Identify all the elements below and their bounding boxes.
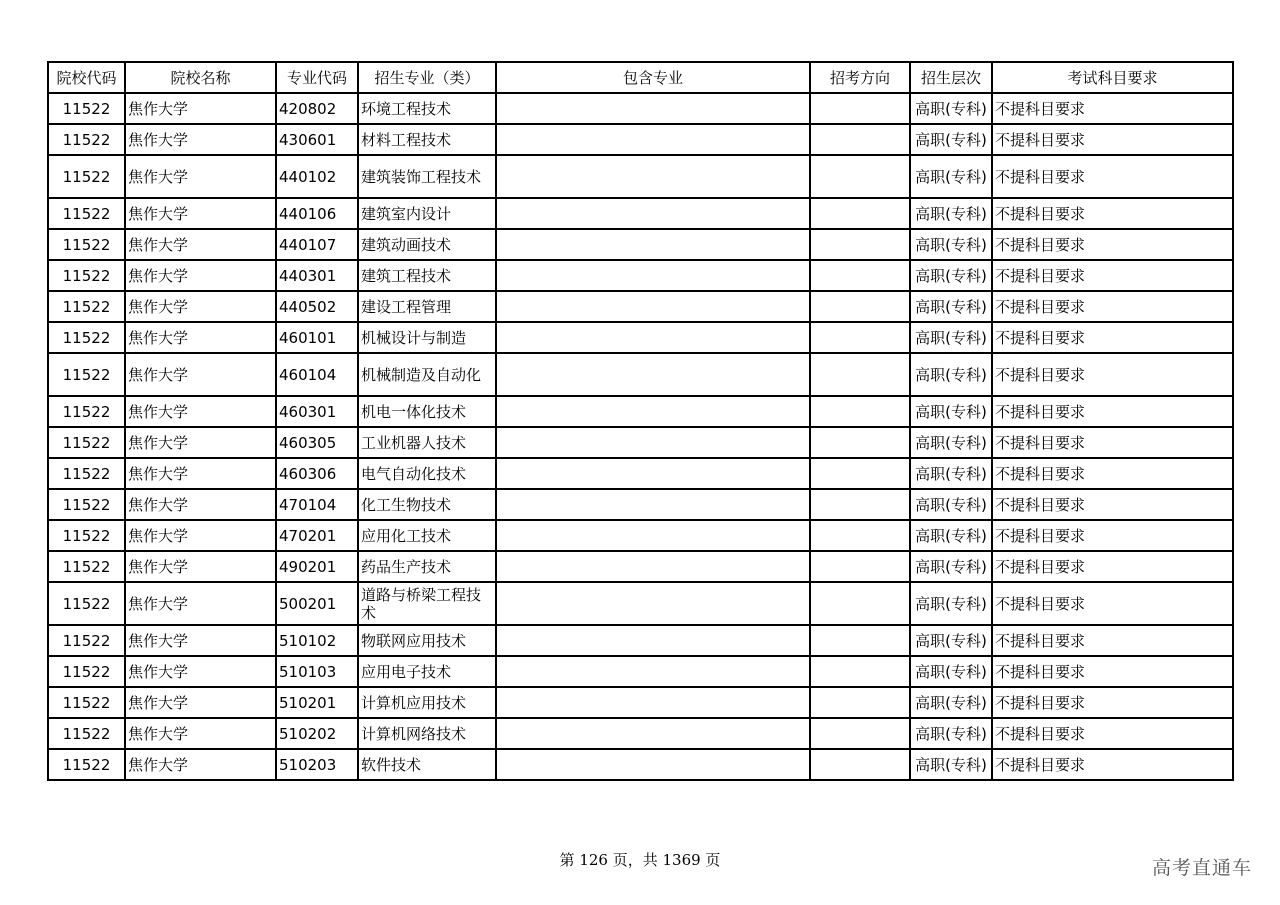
cell-school-name: 焦作大学: [125, 124, 276, 155]
cell-included-majors: [496, 322, 810, 353]
header-school-code: 院校代码: [48, 62, 125, 93]
cell-school-code: 11522: [48, 582, 125, 625]
cell-school-code: 11522: [48, 656, 125, 687]
cell-direction: [810, 260, 910, 291]
cell-subject-requirements: 不提科目要求: [992, 718, 1233, 749]
cell-subject-requirements: 不提科目要求: [992, 489, 1233, 520]
cell-direction: [810, 625, 910, 656]
cell-level: 高职(专科): [910, 124, 992, 155]
cell-school-name: 焦作大学: [125, 625, 276, 656]
cell-direction: [810, 198, 910, 229]
cell-major-code: 510202: [276, 718, 358, 749]
cell-major: 应用电子技术: [358, 656, 496, 687]
cell-direction: [810, 718, 910, 749]
cell-level: 高职(专科): [910, 396, 992, 427]
cell-included-majors: [496, 396, 810, 427]
cell-subject-requirements: 不提科目要求: [992, 520, 1233, 551]
header-row: [48, 62, 1233, 93]
cell-direction: [810, 291, 910, 322]
header-major: 招生专业（类）: [358, 62, 496, 93]
cell-included-majors: [496, 93, 810, 124]
table-row: [48, 229, 1233, 260]
table-row: [48, 551, 1233, 582]
cell-subject-requirements: 不提科目要求: [992, 229, 1233, 260]
cell-subject-requirements: 不提科目要求: [992, 458, 1233, 489]
table-row: [48, 458, 1233, 489]
cell-school-code: 11522: [48, 489, 125, 520]
cell-major: 电气自动化技术: [358, 458, 496, 489]
cell-school-name: 焦作大学: [125, 687, 276, 718]
cell-major-code: 420802: [276, 93, 358, 124]
cell-included-majors: [496, 291, 810, 322]
table-row: [48, 396, 1233, 427]
table-row: [48, 749, 1233, 780]
cell-major: 软件技术: [358, 749, 496, 780]
cell-subject-requirements: 不提科目要求: [992, 582, 1233, 625]
cell-subject-requirements: 不提科目要求: [992, 124, 1233, 155]
cell-school-code: 11522: [48, 625, 125, 656]
cell-school-code: 11522: [48, 353, 125, 396]
cell-included-majors: [496, 427, 810, 458]
cell-included-majors: [496, 124, 810, 155]
cell-major-code: 430601: [276, 124, 358, 155]
cell-major: 工业机器人技术: [358, 427, 496, 458]
cell-major: 计算机网络技术: [358, 718, 496, 749]
cell-direction: [810, 396, 910, 427]
cell-major: 机械设计与制造: [358, 322, 496, 353]
cell-included-majors: [496, 687, 810, 718]
cell-major: 物联网应用技术: [358, 625, 496, 656]
table-row: [48, 322, 1233, 353]
cell-school-code: 11522: [48, 322, 125, 353]
cell-major: 计算机应用技术: [358, 687, 496, 718]
table-row: [48, 427, 1233, 458]
cell-major-code: 460301: [276, 396, 358, 427]
cell-level: 高职(专科): [910, 625, 992, 656]
cell-school-name: 焦作大学: [125, 749, 276, 780]
cell-major-code: 440102: [276, 155, 358, 198]
cell-major-code: 510103: [276, 656, 358, 687]
table-body: [48, 93, 1233, 780]
cell-school-code: 11522: [48, 124, 125, 155]
cell-level: 高职(专科): [910, 198, 992, 229]
table-row: [48, 625, 1233, 656]
cell-school-name: 焦作大学: [125, 396, 276, 427]
cell-level: 高职(专科): [910, 155, 992, 198]
header-direction: 招考方向: [810, 62, 910, 93]
cell-major-code: 460101: [276, 322, 358, 353]
cell-included-majors: [496, 551, 810, 582]
cell-major-code: 510201: [276, 687, 358, 718]
cell-level: 高职(专科): [910, 93, 992, 124]
table-row: [48, 124, 1233, 155]
cell-major-code: 460104: [276, 353, 358, 396]
header-school-name: 院校名称: [125, 62, 276, 93]
cell-major: 建筑工程技术: [358, 260, 496, 291]
cell-major-code: 460305: [276, 427, 358, 458]
cell-major-code: 510102: [276, 625, 358, 656]
cell-direction: [810, 582, 910, 625]
cell-level: 高职(专科): [910, 229, 992, 260]
cell-included-majors: [496, 718, 810, 749]
cell-level: 高职(专科): [910, 656, 992, 687]
cell-included-majors: [496, 198, 810, 229]
cell-school-code: 11522: [48, 551, 125, 582]
cell-school-name: 焦作大学: [125, 489, 276, 520]
cell-subject-requirements: 不提科目要求: [992, 353, 1233, 396]
table-row: [48, 291, 1233, 322]
cell-included-majors: [496, 458, 810, 489]
cell-school-code: 11522: [48, 229, 125, 260]
cell-major-code: 440301: [276, 260, 358, 291]
cell-major: 环境工程技术: [358, 93, 496, 124]
cell-major-code: 510203: [276, 749, 358, 780]
cell-included-majors: [496, 582, 810, 625]
cell-major: 机械制造及自动化: [358, 353, 496, 396]
cell-included-majors: [496, 625, 810, 656]
cell-school-code: 11522: [48, 260, 125, 291]
cell-major-code: 470104: [276, 489, 358, 520]
cell-level: 高职(专科): [910, 718, 992, 749]
cell-included-majors: [496, 155, 810, 198]
cell-level: 高职(专科): [910, 291, 992, 322]
cell-school-code: 11522: [48, 155, 125, 198]
table-row: [48, 687, 1233, 718]
cell-subject-requirements: 不提科目要求: [992, 198, 1233, 229]
cell-subject-requirements: 不提科目要求: [992, 396, 1233, 427]
cell-school-name: 焦作大学: [125, 427, 276, 458]
table-row: [48, 155, 1233, 198]
cell-school-code: 11522: [48, 93, 125, 124]
cell-school-name: 焦作大学: [125, 291, 276, 322]
cell-school-code: 11522: [48, 198, 125, 229]
cell-subject-requirements: 不提科目要求: [992, 291, 1233, 322]
admissions-table: [47, 61, 1234, 781]
cell-school-code: 11522: [48, 396, 125, 427]
cell-direction: [810, 353, 910, 396]
cell-major: 机电一体化技术: [358, 396, 496, 427]
watermark: 高考直通车: [1151, 857, 1252, 879]
cell-major: 建设工程管理: [358, 291, 496, 322]
cell-school-name: 焦作大学: [125, 656, 276, 687]
cell-school-code: 11522: [48, 749, 125, 780]
cell-school-name: 焦作大学: [125, 353, 276, 396]
cell-level: 高职(专科): [910, 749, 992, 780]
cell-included-majors: [496, 229, 810, 260]
table-row: [48, 718, 1233, 749]
cell-school-code: 11522: [48, 520, 125, 551]
cell-major: 药品生产技术: [358, 551, 496, 582]
table-row: [48, 93, 1233, 124]
header-major-code: 专业代码: [276, 62, 358, 93]
cell-major: 建筑室内设计: [358, 198, 496, 229]
cell-major: 应用化工技术: [358, 520, 496, 551]
cell-school-name: 焦作大学: [125, 718, 276, 749]
cell-included-majors: [496, 489, 810, 520]
cell-school-name: 焦作大学: [125, 155, 276, 198]
cell-direction: [810, 687, 910, 718]
cell-level: 高职(专科): [910, 551, 992, 582]
cell-level: 高职(专科): [910, 427, 992, 458]
cell-level: 高职(专科): [910, 687, 992, 718]
table-row: [48, 260, 1233, 291]
cell-major-code: 490201: [276, 551, 358, 582]
cell-subject-requirements: 不提科目要求: [992, 551, 1233, 582]
cell-subject-requirements: 不提科目要求: [992, 687, 1233, 718]
cell-school-name: 焦作大学: [125, 458, 276, 489]
cell-direction: [810, 489, 910, 520]
cell-direction: [810, 520, 910, 551]
cell-level: 高职(专科): [910, 582, 992, 625]
cell-direction: [810, 93, 910, 124]
cell-direction: [810, 322, 910, 353]
cell-school-name: 焦作大学: [125, 520, 276, 551]
cell-level: 高职(专科): [910, 353, 992, 396]
cell-subject-requirements: 不提科目要求: [992, 749, 1233, 780]
cell-major: 材料工程技术: [358, 124, 496, 155]
cell-school-name: 焦作大学: [125, 229, 276, 260]
cell-level: 高职(专科): [910, 260, 992, 291]
cell-major-code: 440502: [276, 291, 358, 322]
cell-major: 化工生物技术: [358, 489, 496, 520]
cell-level: 高职(专科): [910, 458, 992, 489]
cell-subject-requirements: 不提科目要求: [992, 625, 1233, 656]
cell-subject-requirements: 不提科目要求: [992, 155, 1233, 198]
cell-major-code: 440107: [276, 229, 358, 260]
cell-level: 高职(专科): [910, 322, 992, 353]
table-row: [48, 489, 1233, 520]
cell-school-code: 11522: [48, 687, 125, 718]
cell-direction: [810, 427, 910, 458]
cell-direction: [810, 229, 910, 260]
cell-included-majors: [496, 656, 810, 687]
cell-school-code: 11522: [48, 427, 125, 458]
cell-direction: [810, 656, 910, 687]
table-row: [48, 198, 1233, 229]
cell-major: 建筑动画技术: [358, 229, 496, 260]
cell-direction: [810, 155, 910, 198]
table-row: [48, 353, 1233, 396]
cell-subject-requirements: 不提科目要求: [992, 427, 1233, 458]
cell-school-code: 11522: [48, 458, 125, 489]
cell-major: 建筑装饰工程技术: [358, 155, 496, 198]
cell-direction: [810, 124, 910, 155]
cell-included-majors: [496, 749, 810, 780]
cell-subject-requirements: 不提科目要求: [992, 93, 1233, 124]
cell-direction: [810, 749, 910, 780]
cell-school-name: 焦作大学: [125, 198, 276, 229]
cell-subject-requirements: 不提科目要求: [992, 656, 1233, 687]
cell-major-code: 500201: [276, 582, 358, 625]
cell-school-name: 焦作大学: [125, 551, 276, 582]
table-row: [48, 582, 1233, 625]
cell-major-code: 460306: [276, 458, 358, 489]
header-subject-requirements: 考试科目要求: [992, 62, 1233, 93]
cell-subject-requirements: 不提科目要求: [992, 260, 1233, 291]
cell-included-majors: [496, 353, 810, 396]
cell-level: 高职(专科): [910, 520, 992, 551]
cell-school-code: 11522: [48, 718, 125, 749]
cell-major: 道路与桥梁工程技术: [358, 582, 496, 625]
cell-school-name: 焦作大学: [125, 322, 276, 353]
cell-school-code: 11522: [48, 291, 125, 322]
cell-direction: [810, 551, 910, 582]
cell-school-name: 焦作大学: [125, 582, 276, 625]
cell-major-code: 440106: [276, 198, 358, 229]
cell-included-majors: [496, 520, 810, 551]
cell-school-name: 焦作大学: [125, 260, 276, 291]
cell-direction: [810, 458, 910, 489]
header-level: 招生层次: [910, 62, 992, 93]
cell-major-code: 470201: [276, 520, 358, 551]
cell-included-majors: [496, 260, 810, 291]
cell-school-name: 焦作大学: [125, 93, 276, 124]
table-row: [48, 656, 1233, 687]
table-row: [48, 520, 1233, 551]
header-included-majors: 包含专业: [496, 62, 810, 93]
cell-level: 高职(专科): [910, 489, 992, 520]
page-number: 第 126 页，共 1369 页: [559, 851, 721, 869]
cell-subject-requirements: 不提科目要求: [992, 322, 1233, 353]
